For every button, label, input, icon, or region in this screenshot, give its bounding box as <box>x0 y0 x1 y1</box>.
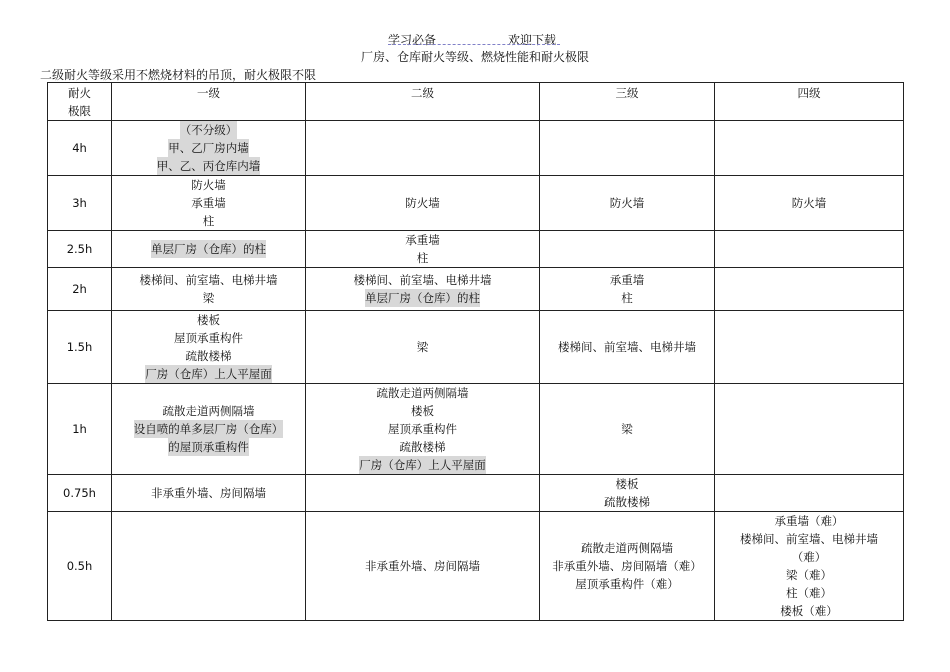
cell-line: 非承重外墙、房间隔墙（难） <box>552 559 702 573</box>
grade-2-cell <box>306 268 540 311</box>
header-left-text: 学习必备 <box>388 33 437 47</box>
grade-3-cell <box>540 475 715 512</box>
cell-line: 柱 <box>416 251 429 265</box>
rating-cell: 0.5h <box>48 512 112 621</box>
table-row <box>48 311 904 384</box>
grade-1-cell <box>112 311 306 384</box>
cell-line: 承重墙 <box>405 233 440 247</box>
header-cell-rating <box>48 83 112 121</box>
cell-line: 屋顶承重构件 <box>388 422 457 436</box>
cell-line: 楼板 <box>411 404 434 418</box>
grade-2-cell <box>306 121 540 176</box>
grade-4-cell <box>715 512 904 621</box>
grade-2-cell <box>306 231 540 268</box>
cell-line: 的屋顶承重构件 <box>168 440 249 454</box>
cell-line: 承重墙 <box>609 273 645 287</box>
rating-cell: 1.5h <box>48 311 112 384</box>
header-dashed-rule <box>388 44 560 45</box>
grade-4-cell <box>715 268 904 311</box>
table-row <box>48 475 904 512</box>
cell-line: 防火墙 <box>609 196 645 210</box>
cell-line: 楼板 <box>197 313 220 327</box>
header-right-text: 欢迎下载 <box>508 33 557 47</box>
grade-1-cell <box>112 231 306 268</box>
table-row <box>48 231 904 268</box>
cell-line: 单层厂房（仓库）的柱 <box>151 242 266 256</box>
grade-4-cell <box>715 231 904 268</box>
grade-3-cell <box>540 176 715 231</box>
grade-3-cell <box>540 311 715 384</box>
header-rating-line1: 耐火 <box>68 86 91 100</box>
page-header <box>0 31 950 47</box>
table-header-row <box>48 83 904 121</box>
table-row <box>48 268 904 311</box>
grade-2-cell <box>306 311 540 384</box>
grade-2-cell <box>306 384 540 475</box>
cell-line: 疏散楼梯 <box>604 495 650 509</box>
cell-line: 承重墙（难） <box>774 514 844 528</box>
table-row <box>48 512 904 621</box>
grade-2-cell <box>306 512 540 621</box>
cell-line: （不分级） <box>179 123 238 137</box>
cell-line: 设自喷的单多层厂房（仓库） <box>133 422 284 436</box>
cell-line: 承重墙 <box>191 196 226 210</box>
cell-line: 疏散走道两侧隔墙 <box>581 541 673 555</box>
cell-line: （难） <box>791 550 827 564</box>
table-row <box>48 176 904 231</box>
grade-3-cell <box>540 384 715 475</box>
cell-line: 梁（难） <box>786 568 832 582</box>
header-cell-grade-1: 一级 <box>112 83 306 121</box>
cell-line: 疏散走道两侧隔墙 <box>162 404 255 418</box>
cell-line: 楼板 <box>615 477 639 491</box>
grade-1-cell <box>112 512 306 621</box>
document-note: 二级耐火等级采用不燃烧材料的吊顶，耐火极限不限 <box>40 68 317 82</box>
cell-line: 防火墙 <box>191 178 226 192</box>
cell-line: 楼梯间、前室墙、电梯井墙 <box>139 273 278 287</box>
cell-line: 屋顶承重构件 <box>174 331 243 345</box>
cell-line: 甲、乙、丙仓库内墙 <box>156 159 261 173</box>
grade-3-cell <box>540 512 715 621</box>
header-cell-grade-3: 三级 <box>540 83 715 121</box>
cell-line: 梁 <box>202 291 215 305</box>
grade-1-cell <box>112 268 306 311</box>
grade-4-cell <box>715 121 904 176</box>
grade-1-cell <box>112 475 306 512</box>
cell-line: 疏散楼梯 <box>185 349 232 363</box>
grade-4-cell <box>715 475 904 512</box>
rating-cell: 2.5h <box>48 231 112 268</box>
cell-line: 柱 <box>621 291 633 305</box>
header-cell-grade-4: 四级 <box>715 83 904 121</box>
cell-line: 甲、乙厂房内墙 <box>168 141 249 155</box>
cell-line: 厂房（仓库）上人平屋面 <box>359 458 486 472</box>
grade-1-cell <box>112 384 306 475</box>
grade-2-cell <box>306 475 540 512</box>
cell-line: 非承重外墙、房间隔墙 <box>365 559 480 573</box>
table-row <box>48 121 904 176</box>
header-cell-grade-2: 二级 <box>306 83 540 121</box>
rating-cell: 2h <box>48 268 112 311</box>
grade-4-cell <box>715 176 904 231</box>
cell-line: 防火墙 <box>405 196 440 210</box>
cell-line: 梁 <box>621 422 633 436</box>
cell-line: 屋顶承重构件（难） <box>575 577 679 591</box>
rating-cell: 3h <box>48 176 112 231</box>
cell-line: 单层厂房（仓库）的柱 <box>365 291 480 305</box>
cell-line: 楼梯间、前室墙、电梯井墙 <box>558 340 696 354</box>
grade-4-cell <box>715 384 904 475</box>
grade-1-cell <box>112 121 306 176</box>
grade-1-cell <box>112 176 306 231</box>
rating-cell: 0.75h <box>48 475 112 512</box>
document-title: 厂房、仓库耐火等级、燃烧性能和耐火极限 <box>360 50 589 64</box>
cell-line: 非承重外墙、房间隔墙 <box>151 486 266 500</box>
cell-line: 厂房（仓库）上人平屋面 <box>145 367 272 381</box>
fire-resistance-table <box>47 82 904 621</box>
grade-3-cell <box>540 121 715 176</box>
cell-line: 防火墙 <box>791 196 827 210</box>
rating-cell: 1h <box>48 384 112 475</box>
cell-line: 楼梯间、前室墙、电梯井墙 <box>353 273 492 287</box>
cell-line: 梁 <box>416 340 429 354</box>
cell-line: 楼梯间、前室墙、电梯井墙 <box>740 532 878 546</box>
grade-3-cell <box>540 231 715 268</box>
rating-cell: 4h <box>48 121 112 176</box>
cell-line: 疏散走道两侧隔墙 <box>376 386 469 400</box>
grade-3-cell <box>540 268 715 311</box>
cell-line: 柱（难） <box>786 586 832 600</box>
header-rating-line2: 极限 <box>68 104 91 118</box>
cell-line: 疏散楼梯 <box>399 440 446 454</box>
grade-2-cell <box>306 176 540 231</box>
grade-4-cell <box>715 311 904 384</box>
table-row <box>48 384 904 475</box>
cell-line: 柱 <box>202 214 215 228</box>
cell-line: 楼板（难） <box>780 604 838 618</box>
